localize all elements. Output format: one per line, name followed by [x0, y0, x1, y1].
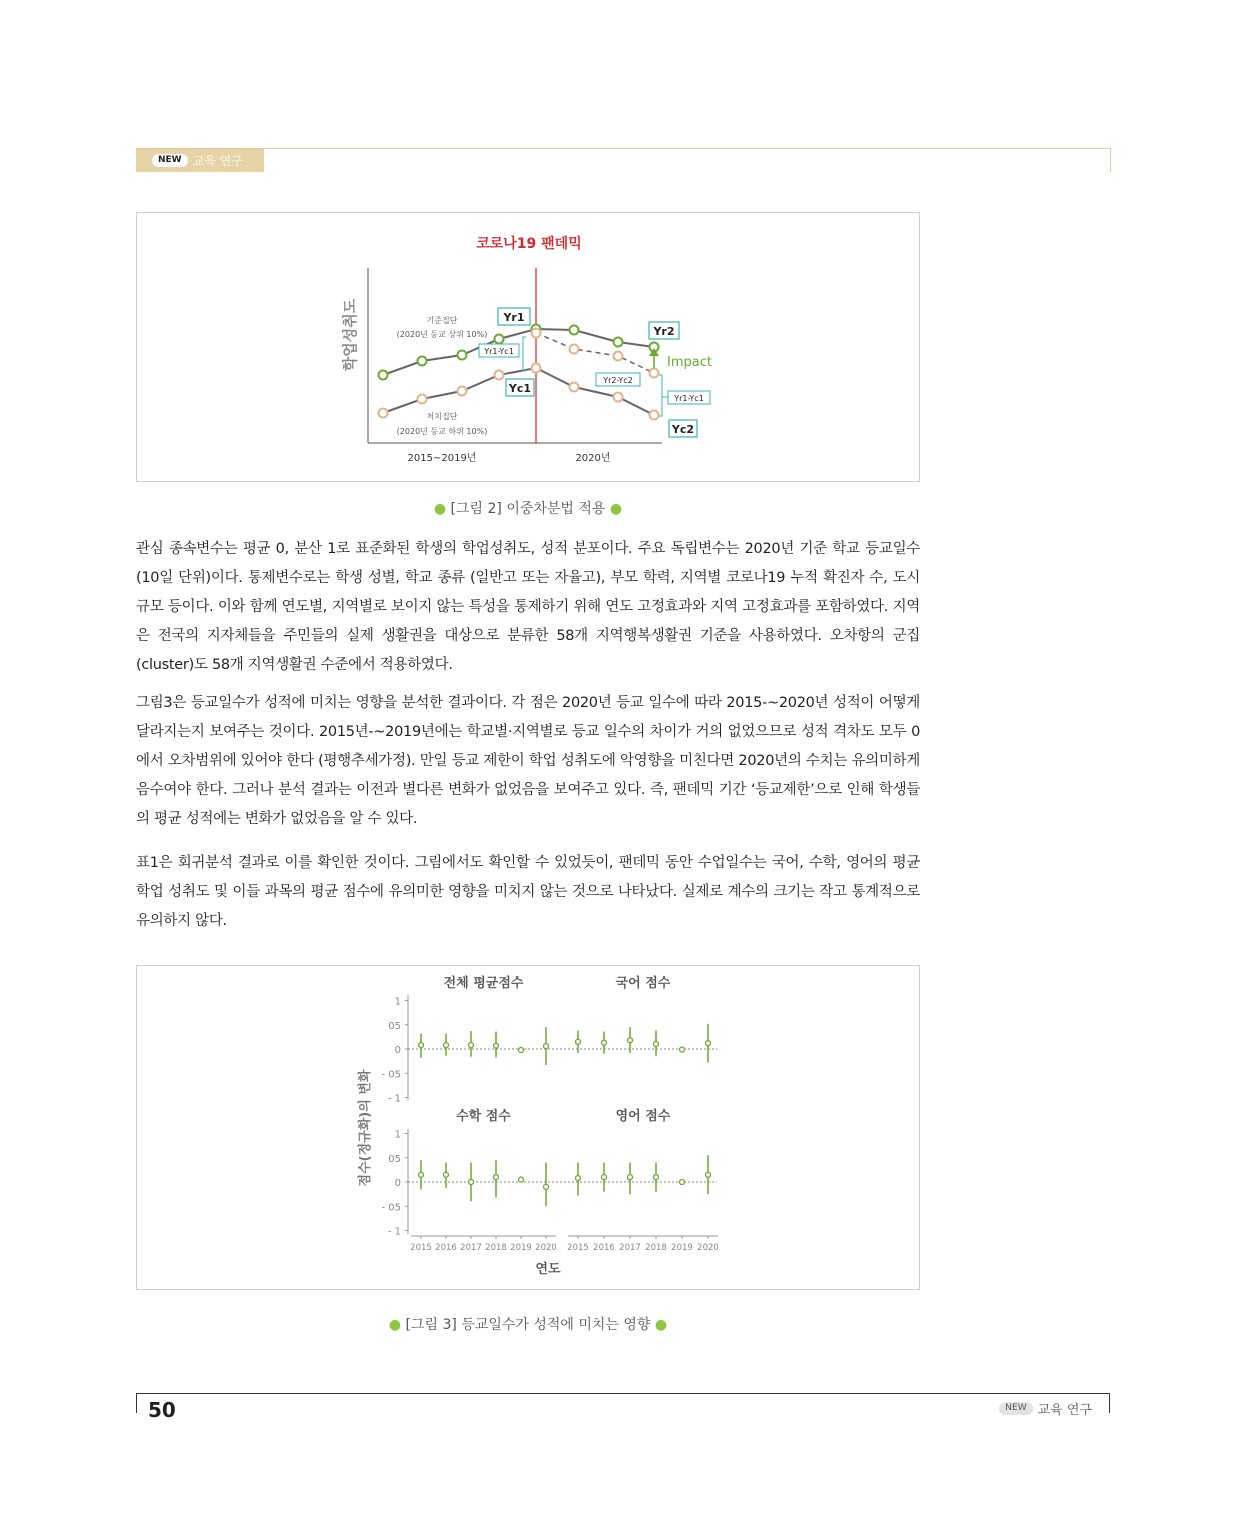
fig2-xlabel-post: 2020년 [575, 453, 611, 464]
figure-2-box [136, 212, 920, 482]
did-diagram [137, 213, 921, 483]
top-group-label: 기준집단 [426, 316, 458, 325]
fig3-y-tick-label: 05 [388, 1153, 401, 1165]
fig3-x-tick-label: 2015 [410, 1243, 432, 1253]
bottom-group-sublabel: (2020년 등교 하위 10%) [396, 427, 488, 436]
fig3-x-tick-label: 2019 [671, 1243, 693, 1253]
fig3-point [628, 1038, 633, 1043]
fig3-y-tick-label: - 05 [381, 1069, 401, 1081]
new-badge: NEW [152, 154, 188, 167]
fig3-y-tick-label: - 1 [387, 1093, 401, 1105]
yc2-label: Yc2 [671, 423, 695, 436]
fig3-point [419, 1043, 424, 1048]
fig3-point [576, 1176, 581, 1181]
fig3-y-tick-label: - 05 [381, 1202, 401, 1214]
fig3-y-tick-label: 1 [394, 1129, 401, 1141]
fig3-x-tick-label: 2020 [697, 1243, 719, 1253]
fig3-point [706, 1172, 711, 1177]
fig3-x-tick-label: 2015 [567, 1243, 589, 1253]
diff3-label: Yr1-Yc1 [674, 394, 704, 403]
fig3-point [519, 1047, 524, 1052]
fig3-ylabel: 점수(정규화)의 변화 [358, 1069, 373, 1187]
fig3-panel-title: 국어 점수 [615, 976, 671, 991]
fig3-x-tick-label: 2016 [593, 1243, 615, 1253]
fig3-y-tick-label: - 1 [387, 1226, 401, 1238]
paragraph-2: 그림3은 등교일수가 성적에 미치는 영향을 분석한 결과이다. 각 점은 2020년 등교 일수에 따라 2015-~2020년 성적이 어떻게 달라지는지 보여주는 것이다. 2015년-~2019년에는 학교별·지역별로 등교 일수의 차이가 거의 없었으므로 성적 격차도 모두 0에서 오차범위에 있어야 한다 (평행추세가정). 만일 등교 제한이 학업 성취도에 악영향을 미친다면 2020년의 수치는 유의미하게 음수여야 한다. 그러나 분석 결과는 이전과 별다른 변화가 없었음을 보여주고 있다. 즉, 팬데믹 기간 ‘등교제한’으로 인해 학생들의 평균 성적에는 변화가 없었음을 알 수 있다. [136, 695, 920, 827]
impact-label: Impact [667, 355, 712, 370]
fig3-x-tick-label: 2019 [510, 1243, 532, 1253]
fig3-point [680, 1047, 685, 1052]
top-group-sublabel: (2020년 등교 상위 10%) [396, 330, 488, 339]
figure-3-caption: ● [그림 3] 등교일수가 성적에 미치는 영향 ● [388, 1317, 668, 1333]
fig3-point [628, 1175, 633, 1180]
fig3-point [494, 1175, 499, 1180]
counterfactual-line [536, 333, 654, 373]
fig3-point [544, 1044, 549, 1049]
fig2-ylabel: 학업성취도 [341, 298, 359, 372]
fig3-point [654, 1175, 659, 1180]
fig2-xlabel-pre: 2015~2019년 [407, 453, 477, 464]
page-number: 50 [148, 1398, 176, 1422]
diff1-label: Yr1-Yc1 [484, 347, 514, 356]
fig3-point [576, 1039, 581, 1044]
fig3-point [419, 1172, 424, 1177]
fig3-x-tick-label: 2017 [619, 1243, 641, 1253]
fig3-y-tick-label: 0 [394, 1178, 401, 1189]
footer-new-badge: NEW [999, 1402, 1032, 1415]
fig3-point [706, 1041, 711, 1046]
fig3-x-tick-label: 2018 [645, 1243, 667, 1253]
fig3-panel-title: 영어 점수 [615, 1109, 671, 1124]
fig3-y-tick-label: 1 [394, 996, 401, 1008]
bottom-group-label: 처치집단 [426, 412, 458, 421]
fig3-point [444, 1043, 449, 1048]
footer-section-title: 교육 연구 [1037, 1403, 1092, 1418]
yr2-label: Yr2 [653, 325, 675, 338]
section-title: 교육 연구 [192, 154, 243, 168]
fig3-point [469, 1180, 474, 1185]
running-footer [999, 1399, 1092, 1418]
fig2-title: 코로나19 팬데믹 [476, 236, 582, 252]
fig3-point [519, 1177, 524, 1182]
fig3-point [602, 1175, 607, 1180]
footer-frame [136, 1393, 1110, 1413]
fig3-y-tick-label: 0 [394, 1045, 401, 1056]
paragraph-1: 관심 종속변수는 평균 0, 분산 1로 표준화된 학생의 학업성취도, 성적 분포이다. 주요 독립변수는 2020년 기준 학교 등교일수 (10일 단위)이다. 통제변수로는 학생 성별, 학교 종류 (일반고 또는 자율고), 부모 학력, 지역별 코로나19 누적 확진자 수, 도시 규모 등이다. 이와 함께 연도별, 지역별로 보이지 않는 특성을 통제하기 위해 연도 고정효과와 지역 고정효과를 포함하였다. 지역은 전국의 지자체들을 주민들의 실제 생활권을 대상으로 분류한 58개 지역행복생활권 기준을 사용하였다. 오차항의 군집(cluster)도 58개 지역생활권 수준에서 적용하였다. [136, 541, 920, 673]
event-study-chart [137, 966, 921, 1291]
fig3-x-tick-label: 2017 [460, 1243, 482, 1253]
fig3-point [544, 1184, 549, 1189]
fig3-xlabel: 연도 [535, 1262, 561, 1277]
fig3-point [469, 1043, 474, 1048]
yr1-label: Yr1 [503, 311, 525, 324]
diff2-label: Yr2-Yc2 [603, 376, 633, 385]
fig3-point [654, 1042, 659, 1047]
fig3-y-tick-label: 05 [388, 1020, 401, 1032]
running-header [136, 148, 1111, 172]
fig3-point [494, 1043, 499, 1048]
fig3-x-tick-label: 2020 [535, 1243, 557, 1253]
fig3-x-tick-label: 2018 [485, 1243, 507, 1253]
figure-2-caption: ● [그림 2] 이중차분법 적용 ● [433, 501, 623, 517]
section-tab [136, 149, 264, 172]
figure-3-box [136, 965, 920, 1290]
paragraph-3: 표1은 회귀분석 결과로 이를 확인한 것이다. 그림에서도 확인할 수 있었듯이, 팬데믹 동안 수업일수는 국어, 수학, 영어의 평균 학업 성취도 및 이들 과목의 평균 점수에 유의미한 영향을 미치지 않는 것으로 나타났다. 실제로 계수의 크기는 작고 통계적으로 유의하지 않다. [136, 855, 920, 929]
fig3-point [444, 1172, 449, 1177]
yc1-label: Yc1 [508, 382, 532, 395]
fig3-panel-title: 전체 평균점수 [443, 976, 524, 991]
fig3-point [602, 1040, 607, 1045]
fig3-panel-title: 수학 점수 [456, 1109, 511, 1124]
fig3-point [680, 1180, 685, 1185]
fig3-x-tick-label: 2016 [435, 1243, 457, 1253]
